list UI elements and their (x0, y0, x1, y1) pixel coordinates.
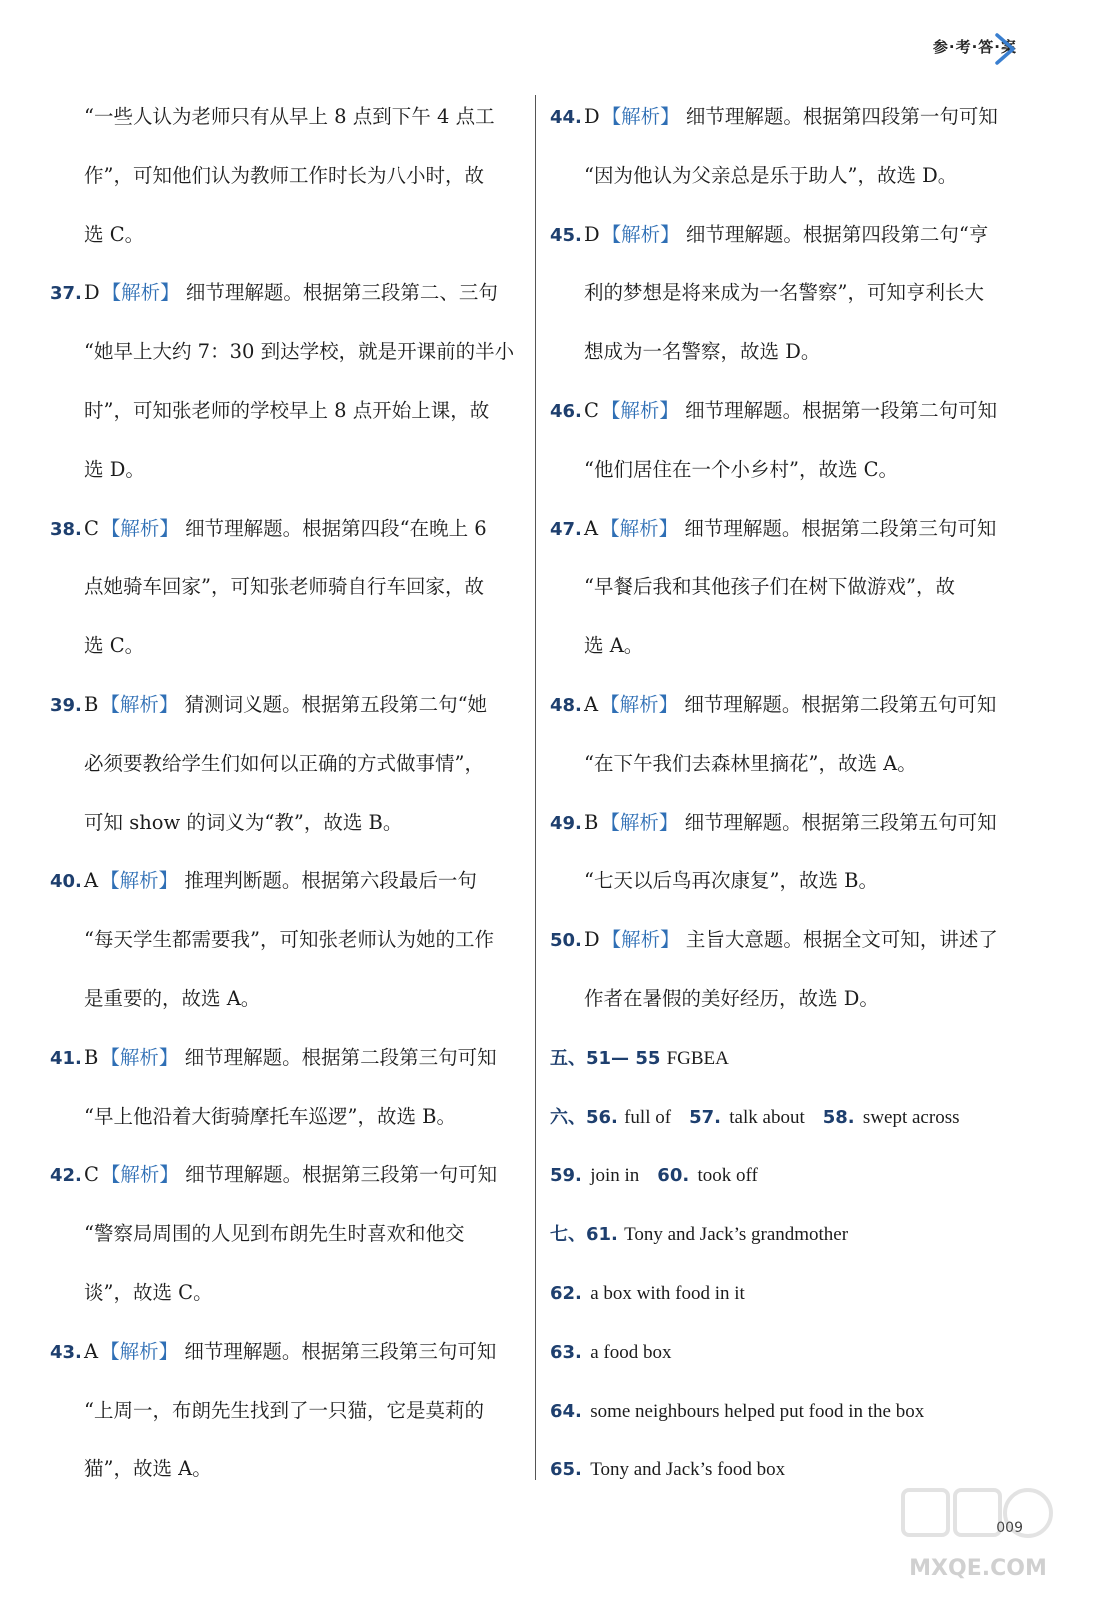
answer-line (50, 735, 520, 794)
question-number: 46. (550, 400, 582, 422)
answer-letter: C (84, 1163, 99, 1187)
answer-line (50, 500, 520, 559)
analysis-tag: 【解析】 (600, 810, 679, 834)
analysis-tag: 【解析】 (100, 1163, 179, 1187)
answer-line (50, 1205, 520, 1264)
answer-text: some neighbours helped put food in the box (590, 1400, 925, 1422)
question-number: 42. (50, 1165, 82, 1187)
answer-line (550, 794, 1025, 853)
answer-line (50, 88, 520, 147)
analysis-tag: 【解析】 (101, 281, 180, 305)
question-number: 57. (689, 1106, 721, 1128)
answer-line (50, 323, 520, 382)
question-number: 60. (657, 1165, 690, 1187)
answer-line (50, 794, 520, 853)
answer-line (50, 441, 520, 500)
answer-text: 细节理解题。根据第二段第五句可知 (684, 692, 997, 716)
page-number: 009 (996, 1520, 1023, 1536)
answer-text: 细节理解题。根据第四段第一句可知 (685, 105, 998, 128)
answer-text: took off (697, 1165, 758, 1187)
answer-text: 选 C。 (84, 222, 145, 246)
question-number: 50. (550, 930, 582, 952)
question-number: 64. (550, 1400, 582, 1422)
answer-line (50, 264, 520, 323)
section-number: 七、61. (550, 1224, 618, 1246)
analysis-tag: 【解析】 (600, 516, 679, 540)
answer-line (50, 1323, 520, 1382)
answer-line (550, 1029, 1025, 1088)
answer-letter: A (84, 869, 99, 893)
answer-text: 谈”，故选 C。 (84, 1280, 213, 1304)
answer-line (50, 147, 520, 206)
question-number: 59. (550, 1165, 582, 1187)
answer-line (550, 911, 1025, 970)
answer-line (50, 1029, 520, 1088)
answer-letter: D (584, 928, 600, 952)
answer-text: 细节理解题。根据第二段第三句可知 (184, 1045, 497, 1069)
answer-text: 细节理解题。根据第三段第五句可知 (684, 810, 997, 834)
answer-letter: B (84, 692, 99, 716)
answer-text: join in (590, 1165, 640, 1187)
answer-text: 可知 show 的词义为“教”，故选 B。 (84, 810, 403, 834)
answer-text: a box with food in it (590, 1282, 745, 1304)
question-number: 63. (550, 1341, 582, 1363)
answer-line (550, 617, 1025, 676)
answer-line (550, 1205, 1025, 1264)
answer-text: 细节理解题。根据第三段第二、三句 (185, 281, 498, 305)
answer-text: Tony and Jack’s food box (590, 1459, 786, 1481)
answer-line (550, 88, 1025, 147)
answer-text: 是重要的，故选 A。 (84, 986, 261, 1010)
answer-text: 利的梦想是将来成为一名警察”，可知亨利长大 (584, 281, 984, 305)
right-answer-column (550, 88, 1025, 1499)
answer-line (550, 206, 1025, 265)
answer-line (550, 558, 1025, 617)
answer-line (50, 1146, 520, 1205)
answer-text: 猜测词义题。根据第五段第二句“她 (184, 692, 488, 716)
answer-text: 主旨大意题。根据全文可知，讲述了 (685, 928, 998, 952)
question-number: 39. (50, 694, 82, 716)
answer-text: 细节理解题。根据第三段第一句可知 (185, 1163, 498, 1187)
answer-line (550, 970, 1025, 1029)
answer-line (550, 852, 1025, 911)
question-number: 65. (550, 1459, 582, 1481)
question-number: 44. (550, 107, 582, 128)
answer-letter: D (584, 222, 600, 246)
answer-text: FGBEA (666, 1047, 729, 1069)
answer-letter: B (84, 1045, 99, 1069)
question-number: 47. (550, 518, 582, 540)
answer-text: 选 C。 (84, 634, 145, 658)
answer-line (550, 735, 1025, 794)
answer-line (550, 1323, 1025, 1382)
answer-line (50, 558, 520, 617)
question-number: 37. (50, 283, 82, 305)
section-number: 六、56. (550, 1106, 618, 1128)
answer-line (550, 676, 1025, 735)
answer-line (550, 1088, 1025, 1147)
answer-text: “七天以后鸟再次康复”，故选 B。 (584, 869, 878, 893)
answer-text: a food box (590, 1341, 672, 1363)
answer-line (550, 441, 1025, 500)
answer-line (50, 1440, 520, 1499)
answer-line (550, 1146, 1025, 1205)
answer-letter: A (584, 692, 599, 716)
answer-line (550, 382, 1025, 441)
answer-text: 选 A。 (584, 634, 644, 658)
answer-letter: D (84, 281, 100, 305)
answer-line (50, 911, 520, 970)
question-number: 43. (50, 1341, 82, 1363)
analysis-tag: 【解析】 (100, 516, 179, 540)
analysis-tag: 【解析】 (100, 1339, 179, 1363)
answer-text: 作”，可知他们认为教师工作时长为八小时，故 (84, 163, 484, 187)
answer-line (50, 970, 520, 1029)
question-number: 58. (822, 1106, 855, 1128)
section-number: 五、51— 55 (550, 1047, 661, 1069)
answer-text: talk about (729, 1106, 805, 1128)
chevron-right-icon (991, 32, 1019, 66)
answer-text: “在下午我们去森林里摘花”，故选 A。 (584, 751, 917, 775)
answer-line (50, 676, 520, 735)
answer-line (50, 206, 520, 265)
answer-text: 猫”，故选 A。 (84, 1457, 212, 1481)
answer-text: 推理判断题。根据第六段最后一句 (184, 869, 477, 893)
answer-line (50, 1088, 520, 1147)
question-number: 45. (550, 224, 582, 246)
analysis-tag: 【解析】 (601, 105, 680, 128)
answer-text: “他们居住在一个小乡村”，故选 C。 (584, 457, 899, 481)
question-number: 48. (550, 694, 582, 716)
answer-text: 细节理解题。根据第三段第三句可知 (184, 1339, 497, 1363)
answer-text: “她早上大约 7：30 到达学校，就是开课前的半小 (84, 340, 515, 364)
answer-text: “警察局周围的人见到布朗先生时喜欢和他交 (84, 1222, 465, 1246)
analysis-tag: 【解析】 (601, 222, 680, 246)
answer-text: 细节理解题。根据第一段第二句可知 (685, 398, 998, 422)
question-number: 49. (550, 812, 582, 834)
answer-letter: D (584, 105, 600, 128)
analysis-tag: 【解析】 (100, 692, 179, 716)
answer-text: Tony and Jack’s grandmother (624, 1224, 849, 1246)
answer-line (550, 1382, 1025, 1441)
answer-letter: B (584, 810, 599, 834)
analysis-tag: 【解析】 (100, 869, 179, 893)
analysis-tag: 【解析】 (601, 928, 680, 952)
answer-text: 细节理解题。根据第四段第二句“亨 (685, 222, 989, 246)
answer-text: 作者在暑假的美好经历，故选 D。 (584, 986, 879, 1010)
answer-line (550, 264, 1025, 323)
answer-text: 细节理解题。根据第二段第三句可知 (684, 516, 997, 540)
answer-line (50, 382, 520, 441)
analysis-tag: 【解析】 (100, 1045, 179, 1069)
answer-line (50, 1264, 520, 1323)
question-number: 62. (550, 1282, 582, 1304)
left-answer-column (50, 88, 520, 1499)
answer-text: “因为他认为父亲总是乐于助人”，故选 D。 (584, 163, 958, 187)
question-number: 38. (50, 518, 82, 540)
answer-letter: C (84, 516, 99, 540)
answer-text: 点她骑车回家”，可知张老师骑自行车回家，故 (84, 575, 484, 599)
question-number: 41. (50, 1047, 82, 1069)
analysis-tag: 【解析】 (600, 398, 679, 422)
answer-text: “早餐后我和其他孩子们在树下做游戏”，故 (584, 575, 955, 599)
answer-letter: A (84, 1339, 99, 1363)
answer-line (50, 1382, 520, 1441)
svg-text:MXQE.COM: MXQE.COM (909, 1556, 1047, 1581)
answer-text: “早上他沿着大街骑摩托车巡逻”，故选 B。 (84, 1104, 456, 1128)
answer-text: full of (624, 1106, 672, 1128)
answer-letter: A (584, 516, 599, 540)
answer-line (550, 147, 1025, 206)
answer-text: “上周一，布朗先生找到了一只猫，它是莫莉的 (84, 1398, 484, 1422)
answer-text: “每天学生都需要我”，可知张老师认为她的工作 (84, 928, 494, 952)
answer-line (550, 1264, 1025, 1323)
analysis-tag: 【解析】 (600, 692, 679, 716)
answer-text: 想成为一名警察，故选 D。 (584, 340, 821, 364)
watermark-logo (893, 1480, 1063, 1590)
answer-letter: C (584, 398, 599, 422)
answer-text: swept across (862, 1106, 960, 1128)
column-divider (535, 95, 536, 1480)
question-number: 40. (50, 871, 82, 893)
answer-text: “一些人认为老师只有从早上 8 点到下午 4 点工 (84, 105, 495, 128)
page-header-title: 参·考·答·案 (932, 38, 1017, 56)
answer-line (50, 617, 520, 676)
answer-text: 时”，可知张老师的学校早上 8 点开始上课，故 (84, 398, 490, 422)
answer-line (50, 852, 520, 911)
answer-text: 细节理解题。根据第四段“在晚上 6 (185, 516, 487, 540)
answer-text: 选 D。 (84, 457, 145, 481)
answer-line (550, 323, 1025, 382)
answer-line (550, 500, 1025, 559)
answer-text: 必须要教给学生们如何以正确的方式做事情”， (84, 751, 484, 775)
